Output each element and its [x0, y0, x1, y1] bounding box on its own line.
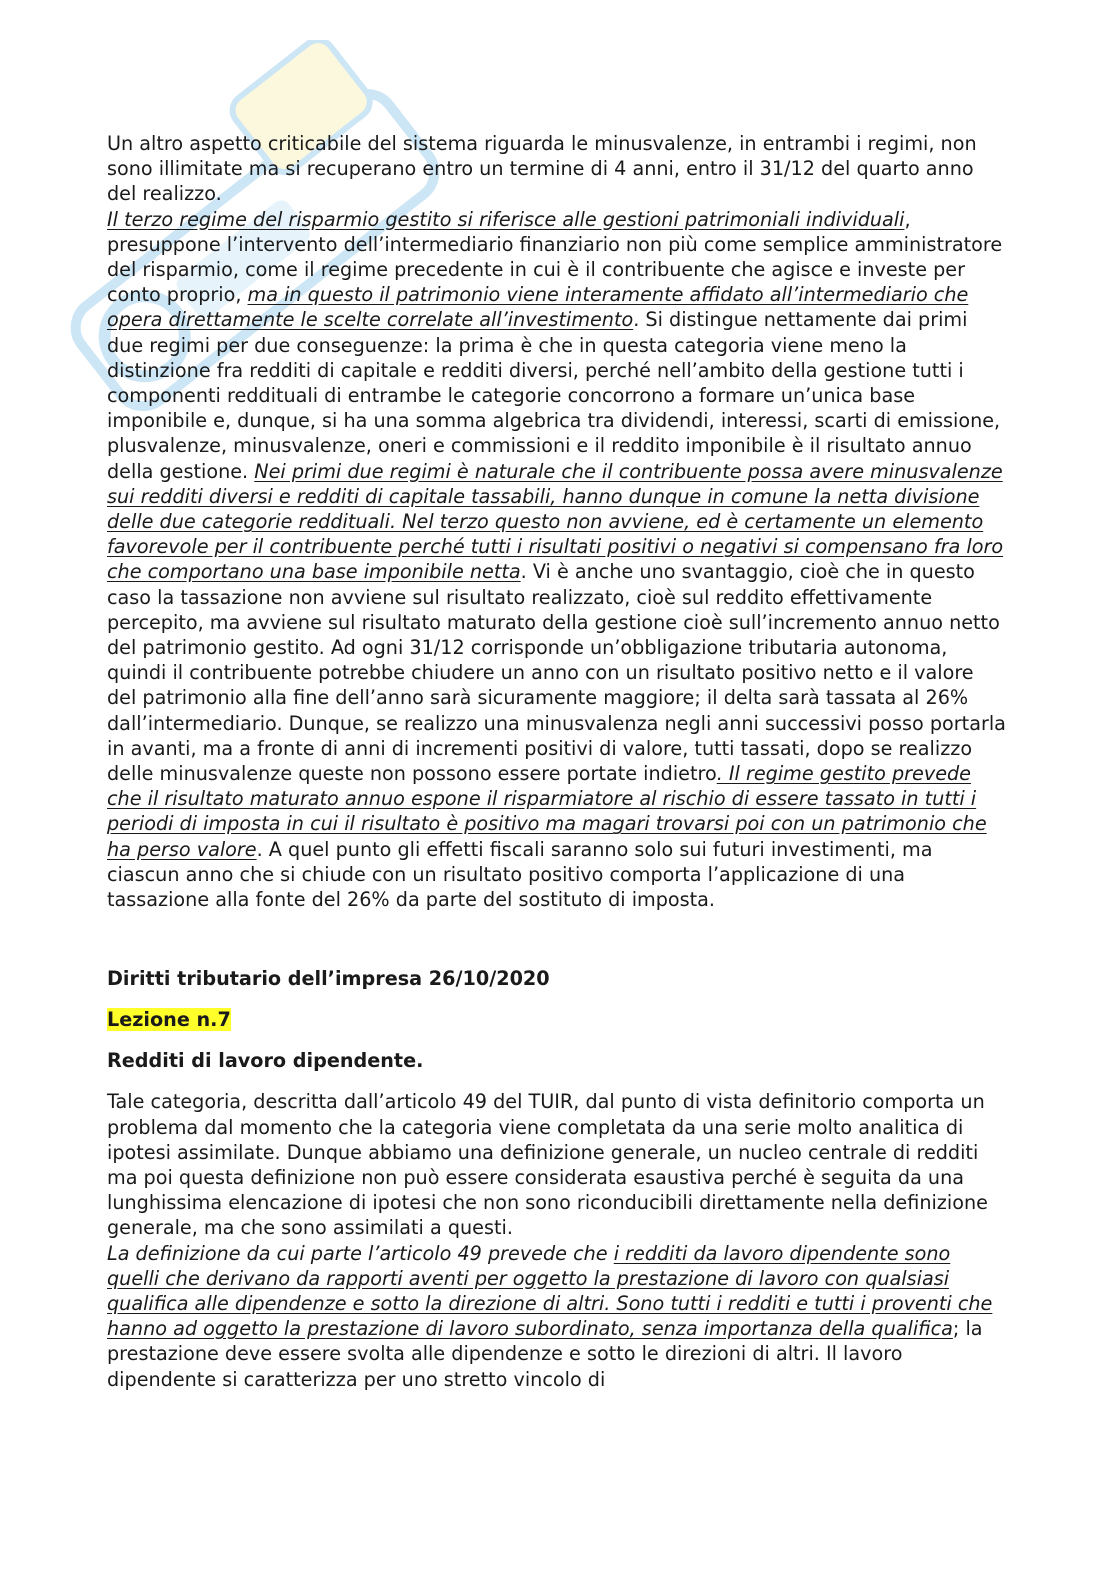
- course-heading: Diritti tributario dell’impresa 26/10/2020: [107, 967, 550, 991]
- paragraph-lavoro-dipendente: [107, 1089, 1007, 1391]
- sentence: . Vi è anche uno svantaggio, cioè che in questo caso la tassazione non avviene sul risultato realizzato, cioè sul reddito effettivamente percepito, ma avviene sul risultato maturato della gestione cioè sull’incremento annuo netto del patrimonio gestito. Ad ogni 31/12 corrisponde un’obbligazione tributaria autonoma, quindi il contribuente potrebbe chiudere un anno con un risultato positivo netto e il valore del patrimonio alla fine dell’anno sarà sicuramente maggiore; il delta sarà tassata al 26% dall’intermediario. Dunque, se realizzo una minusvalenza negli anni successivi posso portarla in avanti, ma a fronte di anni di incrementi positivi di valore, tutti tassati, dopo se realizzo delle minusvalenze queste non possono essere portate indietro: [107, 560, 1006, 786]
- underlined-emphasis: Nei primi due regimi è naturale che il contribuente possa avere minusvalenze sui redditi diversi e redditi di capitale tassabili, hanno dunque in comune la netta divisione delle due categorie reddituali. Nel terzo questo non avviene, ed è certamente un elemento favorevole per il contribuente perché tutti i risultati positivi o negativi si compensano fra loro che comportano una base imponibile netta: [107, 459, 1004, 584]
- paragraph-risparmio-gestito: [107, 131, 1007, 912]
- underlined-emphasis: ma in questo il patrimonio viene interamente affidato all’intermediario che opera direttamente le scelte correlate all’investimento: [107, 283, 969, 332]
- sentence: . Si distingue nettamente dai primi due regimi per due conseguenze: la prima è che in questa categoria viene meno la distinzione fra redditi di capitale e redditi diversi, perché nell’ambito della gestione tutti i componenti reddituali di entrambe le categorie concorrono a formare un’unica base imponibile e, dunque, si ha una somma algebrica tra dividendi, interessi, scarti di emissione, plusvalenze, minusvalenze, oneri e commissioni e il reddito imponibile è il risultato annuo della gestione.: [107, 308, 1001, 483]
- lesson-label: Lezione n.7: [107, 1008, 231, 1032]
- sentence: . A quel punto gli effetti fiscali saranno solo sui futuri investimenti, ma ciascun anno che si chiude con un risultato positivo comporta l’applicazione di una tassazione alla fonte del 26% da parte del sostituto di imposta.: [107, 837, 933, 912]
- underlined-emphasis: . Il regime gestito prevede che il risultato maturato annuo espone il risparmiatore al rischio di essere tassato in tutti i periodi di imposta in cui il risultato è positivo ma magari trovarsi poi con un patrimonio che ha perso valore: [107, 762, 987, 861]
- lesson-heading: [107, 1007, 1007, 1032]
- topic-heading: Redditi di lavoro dipendente.: [107, 1049, 424, 1073]
- sentence: ; la prestazione deve essere svolta alle dipendenze e sotto le direzioni di altri. Il lavoro dipendente si caratterizza per uno stretto vincolo di: [107, 1317, 983, 1391]
- sentence: Un altro aspetto criticabile del sistema riguarda le minusvalenze, in entrambi i regimi, non sono illimitate ma si recuperano entro un termine di 4 anni, entro il 31/12 del quarto anno del realizzo.: [107, 132, 977, 206]
- document-page: [107, 131, 1007, 1392]
- underlined-emphasis: i redditi da lavoro dipendente sono quelli che derivano da rapporti aventi per oggetto la prestazione di lavoro con qualsiasi qualifica alle dipendenze e sotto la direzione di altri. Sono tutti i redditi e tutti i proventi che hanno ad oggetto la prestazione di lavoro subordinato, senza importanza della qualifica: [107, 1241, 993, 1341]
- italic-sentence: La definizione da cui parte l’articolo 49 prevede che: [107, 1241, 614, 1265]
- sentence: Tale categoria, descritta dall’articolo 49 del TUIR, dal punto di vista definitorio comporta un problema dal momento che la categoria viene completata da una serie molto analitica di ipotesi assimilate. Dunque abbiamo una definizione generale, un nucleo centrale di redditi ma poi questa definizione non può essere considerata esaustiva perché è seguita da una lunghissima elencazione di ipotesi che non sono riconducibili direttamente nella definizione generale, ma che sono assimilati a questi.: [107, 1090, 988, 1240]
- sentence: , presuppone l’intervento dell’intermediario finanziario non più come semplice amministratore del risparmio, come il regime precedente in cui è il contribuente che agisce e investe per conto proprio,: [107, 207, 1003, 307]
- underlined-emphasis: Il terzo regime del risparmio gestito si riferisce alle gestioni patrimoniali individuali: [107, 207, 905, 231]
